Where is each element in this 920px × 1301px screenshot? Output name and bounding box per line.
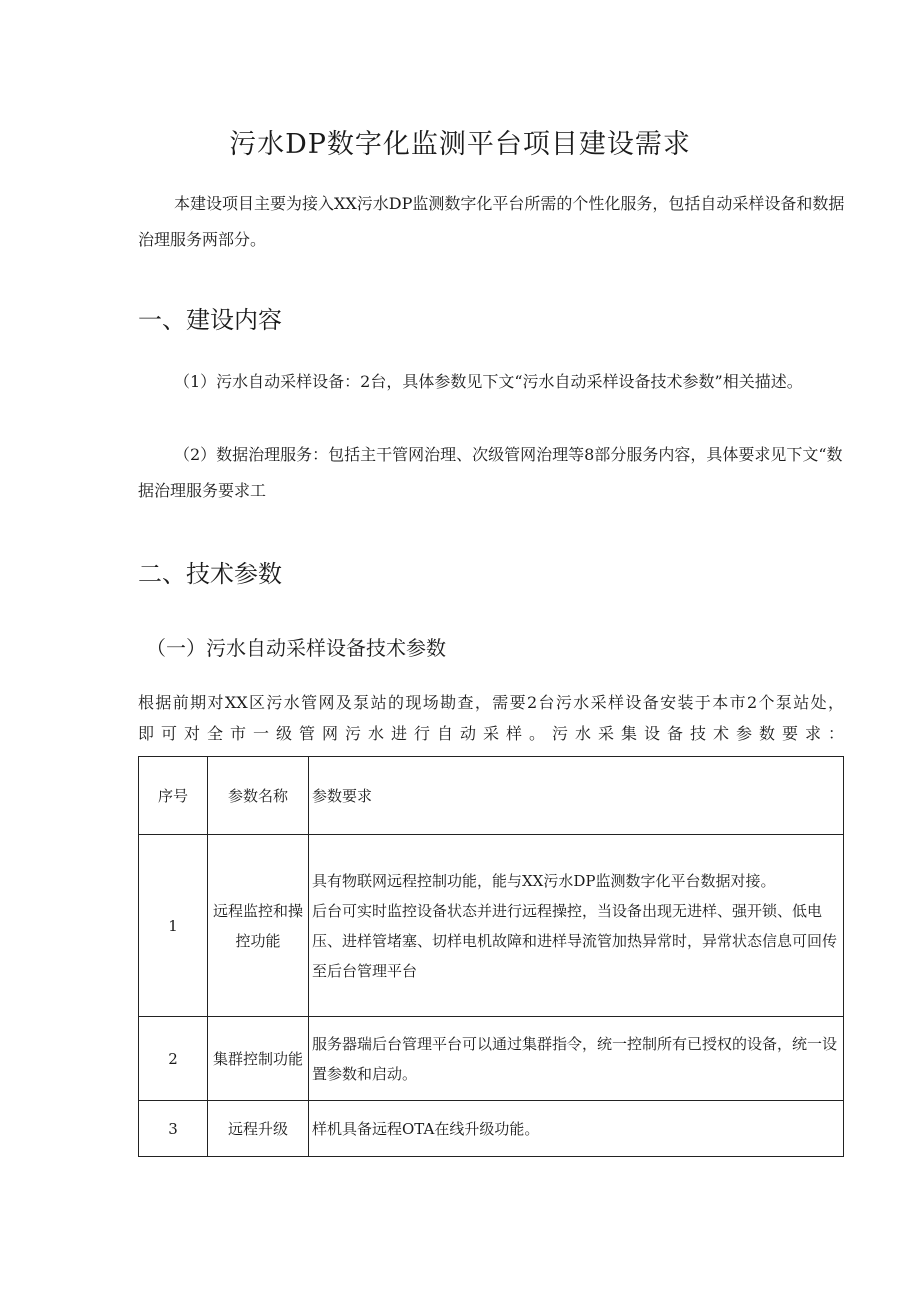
sampler-intro-line-1: 根据前期对XX区污水管网及泵站的现场勘查，需要2台污水采样设备安装于本市2个泵站处， xyxy=(138,693,844,712)
row-requirement xyxy=(309,835,844,1017)
parameter-table xyxy=(138,756,844,1157)
document-title: 污水DP数字化监测平台项目建设需求 xyxy=(229,129,691,160)
requirement-line: 后台可实时监控设备状态并进行远程操控，当设备出现无进样、强开锁、低电压、进样管堵塞、切样电机故障和进样导流管加热异常时，异常状态信息可回传至后台管理平台 xyxy=(312,901,838,980)
row-no: 3 xyxy=(139,1101,208,1157)
construction-item-1: （1）污水自动采样设备：2台，具体参数见下文“污水自动采样设备技术参数”相关描述。 xyxy=(174,372,803,391)
table-header-row xyxy=(139,757,844,835)
header-cell-name: 参数名称 xyxy=(208,757,309,835)
header-cell-no: 序号 xyxy=(139,757,208,835)
requirement-line: 具有物联网远程控制功能，能与XX污水DP监测数字化平台数据对接。 xyxy=(312,871,776,890)
construction-item-2: （2）数据治理服务：包括主干管网治理、次级管网治理等8部分服务内容，具体要求见下文“数据治理服务要求工 xyxy=(138,445,843,500)
row-param-name: 集群控制功能 xyxy=(208,1017,309,1101)
table-row xyxy=(139,1101,844,1157)
subsection-heading-sampler: （一）污水自动采样设备技术参数 xyxy=(146,636,446,660)
intro-paragraph: 本建设项目主要为接入XX污水DP监测数字化平台所需的个性化服务，包括自动采样设备和数据治理服务两部分。 xyxy=(138,194,845,249)
row-param-name: 远程监控和操控功能 xyxy=(208,835,309,1017)
section-heading-construction: 一、建设内容 xyxy=(138,306,282,334)
row-no: 2 xyxy=(139,1017,208,1101)
row-requirement: 样机具备远程OTA在线升级功能。 xyxy=(309,1101,844,1157)
sampler-intro-line-2: 即可对全市一级管网污水进行自动采样。污水采集设备技术参数要求： xyxy=(138,724,844,743)
row-requirement: 服务器瑞后台管理平台可以通过集群指令，统一控制所有已授权的设备，统一设置参数和启动。 xyxy=(309,1017,844,1101)
table-row xyxy=(139,1017,844,1101)
section-heading-technical: 二、技术参数 xyxy=(138,560,282,588)
row-param-name: 远程升级 xyxy=(208,1101,309,1157)
header-cell-requirement: 参数要求 xyxy=(309,757,844,835)
table-row xyxy=(139,835,844,1017)
row-no: 1 xyxy=(139,835,208,1017)
